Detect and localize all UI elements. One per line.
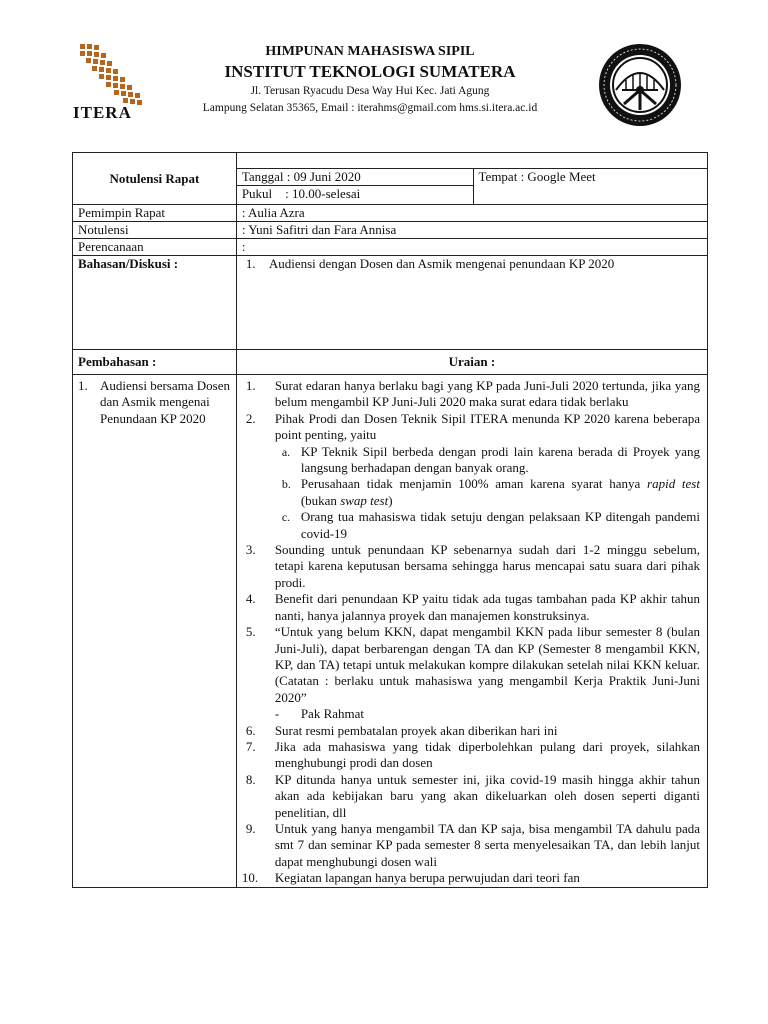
address-line-2: Lampung Selatan 35365, Email : iterahms@gmail.com hms.si.itera.ac.id <box>202 102 538 114</box>
itera-logo-text: ITERA <box>73 103 132 122</box>
point-9: 9. Untuk yang hanya mengambil TA dan KP saja, bisa mengambil TA dahulu pada smt 7 dan seminar KP pada semester 8 serta menyelesaikan TA, dan lebih lanjut dapat menghubungi dosen wali <box>245 820 700 869</box>
point-2c: c. Orang tua mahasiswa tidak setuju dengan pelaksaan KP ditengah pandemi covid-19 <box>281 509 700 541</box>
discussion-item: 1. Audiensi dengan Dosen dan Asmik mengenai penundaan KP 2020 <box>245 256 615 271</box>
notetaker-value: : Yuni Safitri dan Fara Annisa <box>236 222 707 239</box>
topic-item: 1. Audiensi bersama Dosen dan Asmik mengenai Penundaan KP 2020 <box>78 378 230 426</box>
time-cell <box>236 186 473 205</box>
date-cell <box>236 169 473 186</box>
doc-title-cell <box>73 153 237 205</box>
point-2: 2. Pihak Prodi dan Dosen Teknik Sipil ITERA menunda KP 2020 karena beberapa point penting, yaitu a. KP Teknik Sipil berbeda dengan prodi lain karena berada di Proyek yang langsung berhadapan dengan banyak orang. b. Perusahaan tidak menjamin 100% aman karena syarat hanya rapid test (bukan swap test) c. Orang tua mahasiswa tidak setuju dengan pelaksaan KP ditengah pandemi covid-19 <box>245 410 700 541</box>
point-5-source: - Pak Rahmat <box>274 706 365 722</box>
doc-title: Notulensi Rapat <box>109 170 200 186</box>
institute-name: INSTITUT TEKNOLOGI SUMATERA <box>224 62 516 81</box>
planning-value: : <box>236 239 707 256</box>
point-2b: b. Perusahaan tidak menjamin 100% aman karena syarat hanya rapid test (bukan swap test) <box>281 476 700 508</box>
org-name: HIMPUNAN MAHASISWA SIPIL <box>265 44 475 59</box>
point-10: 10. Kegiatan lapangan hanya berupa perwujudan dari teori fan <box>241 870 580 886</box>
leader-value: : Aulia Azra <box>236 205 707 222</box>
minutes-table <box>72 152 708 888</box>
point-8: 8. KP ditunda hanya untuk semester ini, jika covid-19 masih hingga akhir tahun akan ada kebijakan baru yang akan dikeluarkan oleh dosen seperti diganti penelitian, dll <box>245 771 700 820</box>
planning-label: Perencanaan <box>73 239 237 256</box>
time-text: Pukul : 10.00-selesai <box>241 186 361 201</box>
discussion-text: Audiensi dengan Dosen dan Asmik mengenai penundaan KP 2020 <box>268 256 615 271</box>
topic-header: Pembahasan : <box>73 350 237 375</box>
point-3: 3. Sounding untuk penundaan KP sebenarnya sudah dari 1-2 minggu sebelum, tetapi karena keputusan bersama sehingga harus mencapai satu suara dari pihak prodi. <box>245 542 700 590</box>
points-list <box>242 378 700 887</box>
discussion-label: Bahasan/Diskusi : <box>73 256 237 350</box>
point-7: 7. Jika ada mahasiswa yang tidak diperbolehkan pulang dari proyek, silahkan menghubungi prodi dan dosen <box>245 738 700 771</box>
point-2a: a. KP Teknik Sipil berbeda dengan prodi lain karena berada di Proyek yang langsung berhadapan dengan banyak orang. <box>281 443 700 476</box>
date-text: Tanggal : 09 Juni 2020 <box>241 169 361 184</box>
description-header: Uraian : <box>236 350 707 375</box>
blank-cell <box>236 153 707 169</box>
notetaker-label: Notulensi <box>73 222 237 239</box>
point-1: 1. Surat edaran hanya berlaku bagi yang KP pada Juni-Juli 2020 tertunda, jika yang belum mengambil KP Juni-Juli 2020 maka surat edara tidak berlaku <box>245 378 700 410</box>
topic-text: Audiensi bersama Dosen dan Asmik mengenai Penundaan KP 2020 <box>100 378 230 426</box>
place-text: Tempat : Google Meet <box>478 169 596 184</box>
leader-label: Pemimpin Rapat <box>73 205 237 222</box>
topic-cell <box>73 375 237 888</box>
points-cell <box>236 375 707 888</box>
point-5: 5. “Untuk yang belum KKN, dapat mengambil KKN pada libur semester 8 (bulan Juni-Juli), dapat berbarengan dengan TA dan KP (Semester 8 mengambil KKN, KP, dan TA) tetapi untuk melakukan kompre dilakukan setelah nilai KKN keluar. (Catatan : berlaku untuk mahasiswa yang mengambil Kerja Praktik Juni-Juni 2020” - Pak Rahmat <box>245 624 700 722</box>
point-6: 6. Surat resmi pembatalan proyek akan diberikan hari ini <box>245 722 558 738</box>
place-cell <box>473 169 707 205</box>
discussion-cell <box>236 256 707 350</box>
point-4: 4. Benefit dari penundaan KP yaitu tidak ada tugas tambahan pada KP akhir tahun nanti, hanya jalannya proyek dan manajemen konstruksinya. <box>245 591 700 623</box>
address-line-1: Jl. Terusan Ryacudu Desa Way Hui Kec. Jati Agung <box>250 85 490 97</box>
hms-seal-logo <box>592 42 688 128</box>
